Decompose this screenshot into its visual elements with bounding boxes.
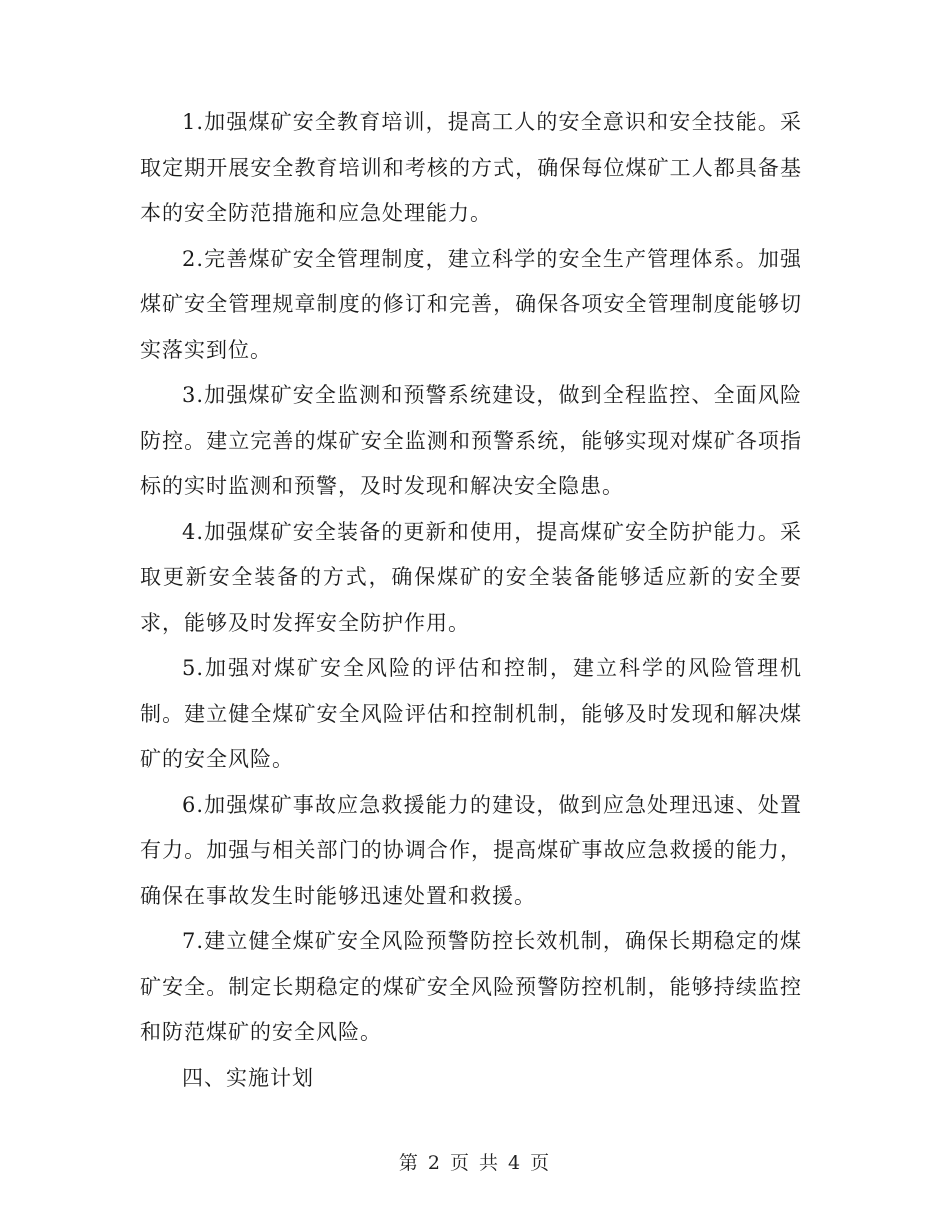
- section-heading: 四、实施计划: [182, 1065, 314, 1090]
- paragraph-item-2: 2.完善煤矿安全管理制度，建立科学的安全生产管理体系。加强煤矿安全管理规章制度的修订和完善，确保各项安全管理制度能够切实落实到位。: [140, 246, 802, 362]
- document-body: [140, 100, 802, 1101]
- paragraph-item-7: 7.建立健全煤矿安全风险预警防控长效机制，确保长期稳定的煤矿安全。制定长期稳定的煤矿安全风险预警防控机制，能够持续监控和防范煤矿的安全风险。: [140, 929, 802, 1044]
- paragraph-item-6: 6.加强煤矿事故应急救援能力的建设，做到应急处理迅速、处置有力。加强与相关部门的协调合作，提高煤矿事故应急救援的能力，确保在事故发生时能够迅速处置和救援。: [140, 792, 802, 908]
- paragraph-item-5: 5.加强对煤矿安全风险的评估和控制，建立科学的风险管理机制。建立健全煤矿安全风险评估和控制机制，能够及时发现和解决煤矿的安全风险。: [140, 656, 802, 771]
- paragraph-item-1: 1.加强煤矿安全教育培训，提高工人的安全意识和安全技能。采取定期开展安全教育培训和考核的方式，确保每位煤矿工人都具备基本的安全防范措施和应急处理能力。: [140, 110, 802, 225]
- paragraph-item-4: 4.加强煤矿安全装备的更新和使用，提高煤矿安全防护能力。采取更新安全装备的方式，确保煤矿的安全装备能够适应新的安全要求，能够及时发挥安全防护作用。: [140, 519, 802, 635]
- paragraph-item-3: 3.加强煤矿安全监测和预警系统建设，做到全程监控、全面风险防控。建立完善的煤矿安全监测和预警系统，能够实现对煤矿各项指标的实时监测和预警，及时发现和解决安全隐患。: [140, 383, 802, 498]
- page-number-footer: 第 2 页 共 4 页: [398, 1152, 552, 1174]
